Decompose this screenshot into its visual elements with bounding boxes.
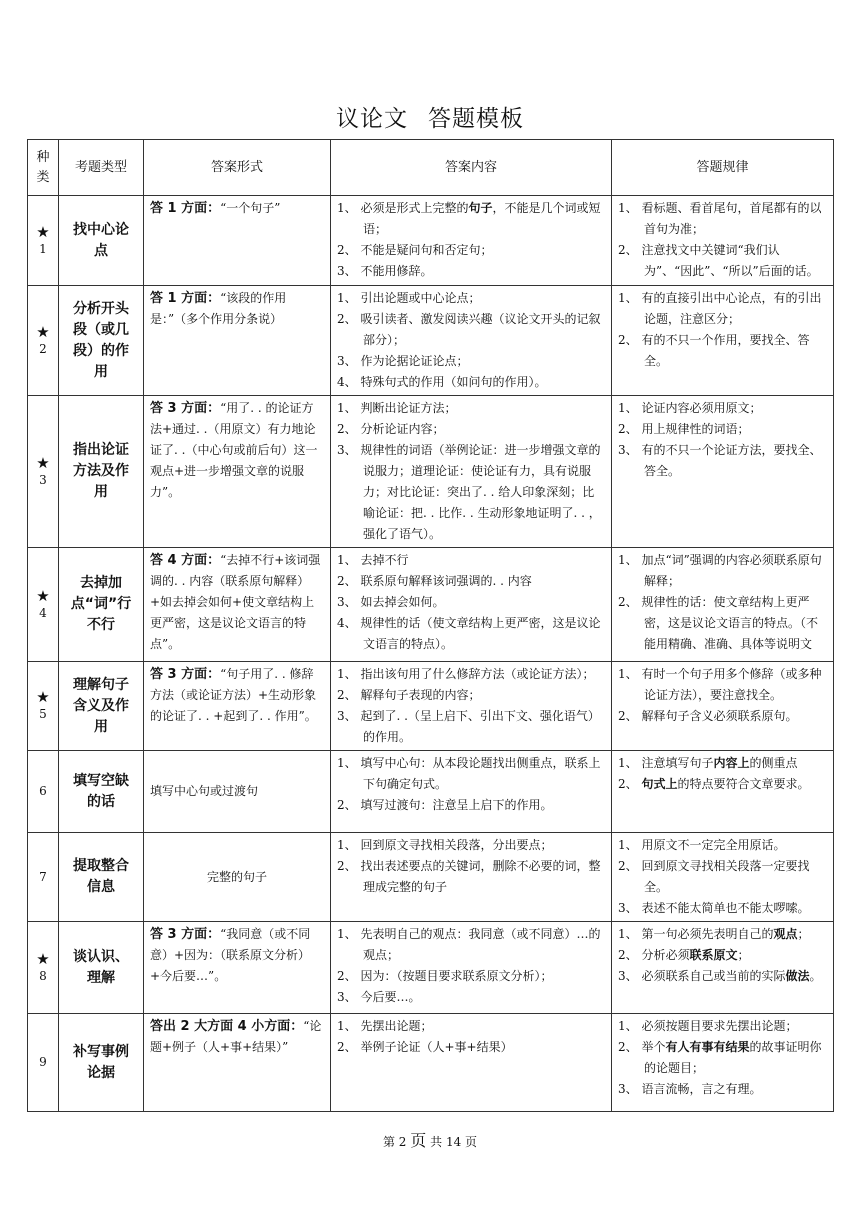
- item-text-tail: 。: [809, 969, 822, 983]
- kind-cell: [28, 196, 59, 286]
- table-row: [28, 396, 834, 548]
- form-text: “句子用了. . 修辞方法（或论证方法）+生动形象的论证了. . +起到了. . 作用”。: [150, 667, 317, 723]
- numbered-list: [618, 288, 827, 372]
- footer-text: 共: [430, 1135, 443, 1149]
- list-item: [618, 945, 827, 966]
- answer-rules-cell: [612, 833, 834, 922]
- item-number: 3、: [618, 901, 638, 915]
- item-number: 2、: [618, 595, 638, 609]
- form-text: “我同意（或不同意）+因为：（联系原文分析）+今后要…”。: [150, 927, 311, 983]
- list-item: [618, 898, 827, 919]
- question-type: 谈认识、理解: [59, 922, 144, 1014]
- answer-form-cell: [144, 1014, 331, 1112]
- item-text-tail: 的故事证明你的论题目；: [644, 1040, 822, 1075]
- item-number: 2、: [337, 859, 357, 873]
- row-number: 5: [39, 707, 47, 721]
- list-item: [337, 592, 605, 613]
- item-number: 3、: [337, 709, 357, 723]
- numbered-list: [618, 398, 827, 482]
- kind-cell: [28, 286, 59, 396]
- item-number: 1、: [337, 838, 357, 852]
- item-number: 1、: [337, 756, 357, 770]
- item-number: 1、: [337, 291, 357, 305]
- item-number: 2、: [337, 688, 357, 702]
- item-text: 用原文不一定完全用原话。: [641, 838, 786, 852]
- question-type: 找中心论点: [59, 196, 144, 286]
- item-text: 解释句子表现的内容；: [360, 688, 481, 702]
- item-text: 解释句子含义必须联系原句。: [641, 709, 798, 723]
- list-item: [618, 550, 827, 592]
- header-kind: 种类: [28, 140, 59, 196]
- item-text: 加点“词”强调的内容必须联系原句解释；: [641, 553, 822, 588]
- numbered-list: [618, 550, 827, 655]
- answer-content-cell: [331, 286, 612, 396]
- numbered-list: [337, 198, 605, 282]
- table-row: [28, 922, 834, 1014]
- item-number: 2、: [618, 422, 638, 436]
- item-text: 必须联系自己或当前的实际: [641, 969, 786, 983]
- item-number: 1、: [337, 927, 357, 941]
- item-number: 4、: [337, 616, 357, 630]
- item-emphasis: 做法: [785, 969, 810, 983]
- list-item: [618, 1037, 827, 1079]
- answer-content-cell: [331, 196, 612, 286]
- list-item: [337, 966, 605, 987]
- item-emphasis: 句子: [468, 201, 493, 215]
- header-content: 答案内容: [331, 140, 612, 196]
- answer-content-cell: [331, 662, 612, 751]
- item-number: 2、: [337, 969, 357, 983]
- list-item: [618, 774, 827, 795]
- item-number: 2、: [337, 574, 357, 588]
- question-type: 去掉加点“词”行不行: [59, 548, 144, 662]
- item-number: 1、: [618, 838, 638, 852]
- form-head: 答出 2 大方面 4 小方面：: [150, 1019, 304, 1034]
- item-text: 填写中心句：从本段论题找出侧重点，联系上下句确定句式。: [360, 756, 601, 791]
- item-text: 如去掉会如何。: [360, 595, 445, 609]
- item-text: 注意找文中关键词“我们认为”、“因此”、“所以”后面的话。: [641, 243, 819, 278]
- item-number: 1、: [337, 401, 357, 415]
- answer-content-cell: [331, 751, 612, 833]
- answer-content-cell: [331, 922, 612, 1014]
- item-number: 2、: [618, 709, 638, 723]
- footer-text: 页: [410, 1131, 427, 1150]
- item-text: 引出论题或中心论点；: [360, 291, 481, 305]
- answer-template-table: [27, 139, 834, 1112]
- page-footer: [0, 1128, 860, 1151]
- answer-rules-cell: [612, 662, 834, 751]
- item-number: 1、: [618, 927, 638, 941]
- item-text: 分析论证内容；: [360, 422, 445, 436]
- numbered-list: [337, 664, 605, 748]
- item-text: 回到原文寻找相关段落一定要找全。: [641, 859, 810, 894]
- item-number: 1、: [337, 201, 357, 215]
- star-icon: ★: [36, 949, 50, 968]
- numbered-list: [337, 288, 605, 393]
- table-row: [28, 1014, 834, 1112]
- table-row: [28, 751, 834, 833]
- answer-content-cell: [331, 548, 612, 662]
- item-text: 举例子论证（人+事+结果）: [360, 1040, 513, 1054]
- item-text: 有的直接引出中心论点，有的引出论题，注意区分；: [641, 291, 822, 326]
- item-text: 表述不能太简单也不能太啰嗦。: [641, 901, 810, 915]
- item-number: 1、: [337, 1019, 357, 1033]
- star-icon: ★: [36, 688, 50, 706]
- numbered-list: [337, 1016, 605, 1058]
- item-text: 第一句必须先表明自己的: [641, 927, 774, 941]
- kind-cell: [28, 751, 59, 833]
- question-type: 分析开头段（或几段）的作用: [59, 286, 144, 396]
- table-row: [28, 833, 834, 922]
- list-item: [337, 664, 605, 685]
- item-number: 3、: [618, 969, 638, 983]
- form-head: 答 1 方面：: [150, 291, 221, 306]
- answer-form-cell: [144, 751, 331, 833]
- form-head: 答 3 方面：: [150, 927, 221, 942]
- list-item: [337, 240, 605, 261]
- item-emphasis: 观点: [773, 927, 798, 941]
- form-text: “该段的作用是：”（多个作用分条说）: [150, 291, 287, 326]
- item-number: 2、: [618, 777, 638, 791]
- question-type: 理解句子含义及作用: [59, 662, 144, 751]
- item-number: 1、: [337, 553, 357, 567]
- list-item: [337, 351, 605, 372]
- row-number: 6: [39, 784, 47, 798]
- list-item: [618, 398, 827, 419]
- item-emphasis: 句式上: [641, 777, 678, 791]
- item-number: 2、: [337, 798, 357, 812]
- numbered-list: [337, 835, 605, 898]
- numbered-list: [618, 753, 827, 795]
- item-number: 2、: [618, 243, 638, 257]
- list-item: [337, 924, 605, 966]
- row-number: 2: [39, 341, 47, 356]
- footer-total-pages: 14: [445, 1135, 462, 1149]
- row-number: 7: [39, 869, 47, 884]
- item-number: 3、: [337, 595, 357, 609]
- numbered-list: [618, 664, 827, 727]
- form-text: “论题+例子（人+事+结果）”: [150, 1019, 322, 1054]
- table-row: [28, 286, 834, 396]
- answer-rules-cell: [612, 548, 834, 662]
- list-item: [337, 987, 605, 1008]
- item-text: 判断出论证方法；: [360, 401, 457, 415]
- answer-rules-cell: [612, 286, 834, 396]
- numbered-list: [618, 1016, 827, 1100]
- item-text: 今后要…。: [360, 990, 421, 1004]
- item-number: 1、: [337, 667, 357, 681]
- item-number: 3、: [337, 990, 357, 1004]
- item-number: 2、: [337, 312, 357, 326]
- item-number: 1、: [618, 201, 638, 215]
- list-item: [337, 440, 605, 545]
- item-number: 1、: [618, 291, 638, 305]
- list-item: [618, 966, 827, 987]
- list-item: [618, 706, 827, 727]
- table-row: [28, 196, 834, 286]
- kind-cell: [28, 662, 59, 751]
- list-item: [337, 372, 605, 393]
- item-number: 4、: [337, 375, 357, 389]
- list-item: [618, 856, 827, 898]
- page-title: [0, 100, 860, 133]
- header-rules: 答题规律: [612, 140, 834, 196]
- item-text: 不能是疑问句和否定句；: [360, 243, 493, 257]
- item-text: 先摆出论题；: [360, 1019, 433, 1033]
- answer-content-cell: [331, 833, 612, 922]
- item-text: 举个: [641, 1040, 666, 1054]
- item-text: 必须是形式上完整的: [360, 201, 469, 215]
- item-number: 3、: [618, 1082, 638, 1096]
- item-text: 作为论据论证论点；: [360, 354, 469, 368]
- numbered-list: [337, 550, 605, 655]
- item-emphasis: 联系原文: [689, 948, 738, 962]
- list-item: [337, 795, 605, 816]
- kind-cell: [28, 548, 59, 662]
- header-row: [28, 140, 834, 196]
- item-text: 论证内容必须用原文；: [641, 401, 762, 415]
- list-item: [337, 550, 605, 571]
- answer-content-cell: [331, 396, 612, 548]
- answer-form-cell: [144, 662, 331, 751]
- list-item: [337, 856, 605, 898]
- answer-form-cell: [144, 196, 331, 286]
- item-text: 有时一个句子用多个修辞（或多种论证方法），要注意找全。: [641, 667, 822, 702]
- item-number: 3、: [618, 443, 638, 457]
- list-item: [618, 440, 827, 482]
- item-number: 2、: [618, 333, 638, 347]
- numbered-list: [337, 753, 605, 816]
- form-text: 完整的句子: [206, 869, 267, 884]
- list-item: [337, 398, 605, 419]
- item-text-tail: 的特点要符合文章要求。: [677, 777, 810, 791]
- star-icon: ★: [36, 453, 50, 472]
- answer-rules-cell: [612, 1014, 834, 1112]
- answer-rules-cell: [612, 751, 834, 833]
- item-number: 2、: [337, 243, 357, 257]
- item-text: 先表明自己的观点：我同意（或不同意）…的观点；: [360, 927, 601, 962]
- list-item: [337, 419, 605, 440]
- item-text: 用上规律性的词语；: [641, 422, 750, 436]
- item-number: 2、: [618, 1040, 638, 1054]
- item-text: 因为：（按题目要求联系原文分析）；: [360, 969, 553, 983]
- list-item: [618, 592, 827, 655]
- form-head: 答 4 方面：: [150, 553, 221, 568]
- numbered-list: [337, 924, 605, 1008]
- row-number: 3: [39, 472, 47, 487]
- item-text-tail: ，不能是几个词或短语；: [363, 201, 601, 236]
- item-number: 1、: [618, 401, 638, 415]
- list-item: [618, 1016, 827, 1037]
- question-type: 指出论证方法及作用: [59, 396, 144, 548]
- answer-form-cell: [144, 396, 331, 548]
- list-item: [337, 613, 605, 655]
- star-icon: ★: [36, 586, 50, 605]
- list-item: [337, 309, 605, 351]
- footer-text: 页: [465, 1135, 478, 1149]
- form-text: “用了. . 的论证方法+通过. .（用原文）有力地论证了. .（中心句或前后句）这一观点+进一步增强文章的说服力”。: [150, 401, 318, 499]
- row-number: 9: [39, 1055, 47, 1069]
- numbered-list: [337, 398, 605, 545]
- list-item: [618, 664, 827, 706]
- answer-rules-cell: [612, 922, 834, 1014]
- form-text: “一个句子”: [220, 201, 281, 215]
- item-emphasis: 有人有事有结果: [665, 1040, 750, 1054]
- list-item: [618, 288, 827, 330]
- item-text: 回到原文寻找相关段落，分出要点；: [360, 838, 553, 852]
- item-number: 3、: [337, 264, 357, 278]
- item-number: 1、: [618, 756, 638, 770]
- row-number: 4: [39, 605, 47, 620]
- kind-cell: [28, 833, 59, 922]
- item-text: 规律性的话：使文章结构上更严密，这是议论文语言的特点。（不能用精确、准确、具体等说明文: [641, 595, 819, 651]
- item-number: 2、: [618, 948, 638, 962]
- item-text: 有的不只一个作用，要找全、答全。: [641, 333, 810, 368]
- table-row: [28, 548, 834, 662]
- answer-rules-cell: [612, 396, 834, 548]
- star-icon: ★: [36, 322, 50, 341]
- list-item: [618, 198, 827, 240]
- list-item: [618, 835, 827, 856]
- item-text: 规律性的词语（举例论证：进一步增强文章的说服力；道理论证：使论证有力，具有说服力；对比论证：突出了. . 给人印象深刻；比喻论证：把. . 比作. . 生动形象地证明了. . ，强化了语气）。: [360, 443, 601, 541]
- header-type: 考题类型: [59, 140, 144, 196]
- item-text-tail: ；: [797, 927, 810, 941]
- numbered-list: [618, 835, 827, 919]
- answer-form-cell: [144, 286, 331, 396]
- item-number: 3、: [337, 354, 357, 368]
- form-head: 答 3 方面：: [150, 667, 221, 682]
- item-emphasis: 内容上: [713, 756, 750, 770]
- question-type: 提取整合信息: [59, 833, 144, 922]
- item-text: 找出表述要点的关键词，删除不必要的词，整理成完整的句子: [360, 859, 601, 894]
- row-number: 8: [39, 968, 47, 983]
- item-text: 有的不只一个论证方法，要找全、答全。: [641, 443, 822, 478]
- item-text: 填写过渡句：注意呈上启下的作用。: [360, 798, 553, 812]
- list-item: [618, 330, 827, 372]
- item-text: 规律性的话（使文章结构上更严密，这是议论文语言的特点）。: [360, 616, 601, 651]
- list-item: [618, 240, 827, 282]
- title-part-b: 答题模板: [428, 106, 524, 132]
- list-item: [337, 706, 605, 748]
- list-item: [337, 835, 605, 856]
- title-part-a: 议论文: [336, 106, 408, 132]
- item-number: 2、: [337, 422, 357, 436]
- list-item: [618, 753, 827, 774]
- row-number: 1: [39, 241, 47, 256]
- item-number: 3、: [337, 443, 357, 457]
- item-text: 看标题、看首尾句，首尾都有的以首句为准；: [641, 201, 822, 236]
- item-text: 联系原句解释该词强调的. . 内容: [360, 574, 532, 588]
- kind-cell: [28, 922, 59, 1014]
- footer-text: 第: [382, 1135, 395, 1149]
- list-item: [337, 288, 605, 309]
- form-text: 填写中心句或过渡句: [150, 784, 259, 798]
- kind-cell: [28, 1014, 59, 1112]
- list-item: [337, 753, 605, 795]
- table-row: [28, 662, 834, 751]
- numbered-list: [618, 924, 827, 987]
- answer-form-cell: [144, 548, 331, 662]
- list-item: [618, 1079, 827, 1100]
- list-item: [337, 571, 605, 592]
- item-text: 分析必须: [641, 948, 690, 962]
- item-text: 注意填写句子: [641, 756, 714, 770]
- star-icon: ★: [36, 222, 50, 241]
- answer-form-cell: [144, 922, 331, 1014]
- item-text-tail: 的侧重点: [749, 756, 798, 770]
- list-item: [337, 1037, 605, 1058]
- item-number: 1、: [618, 553, 638, 567]
- answer-content-cell: [331, 1014, 612, 1112]
- list-item: [337, 261, 605, 282]
- item-number: 1、: [618, 667, 638, 681]
- form-text: “去掉不行+该词强调的. . 内容（联系原句解释）+如去掉会如何+使文章结构上更严密，这是议论文语言的特点”。: [150, 553, 321, 651]
- header-form: 答案形式: [144, 140, 331, 196]
- item-number: 2、: [618, 859, 638, 873]
- list-item: [337, 685, 605, 706]
- item-number: 2、: [337, 1040, 357, 1054]
- list-item: [618, 419, 827, 440]
- item-text: 吸引读者、激发阅读兴趣（议论文开头的记叙部分）；: [360, 312, 601, 347]
- list-item: [337, 198, 605, 240]
- kind-cell: [28, 396, 59, 548]
- item-text: 不能用修辞。: [360, 264, 433, 278]
- item-text: 指出该句用了什么修辞方法（或论证方法）；: [360, 667, 595, 681]
- item-number: 1、: [618, 1019, 638, 1033]
- item-text: 去掉不行: [360, 553, 409, 567]
- item-text: 语言流畅，言之有理。: [641, 1082, 762, 1096]
- footer-page-number: 2: [398, 1135, 407, 1149]
- numbered-list: [618, 198, 827, 282]
- form-head: 答 1 方面：: [150, 201, 221, 216]
- form-head: 答 3 方面：: [150, 401, 221, 416]
- list-item: [618, 924, 827, 945]
- question-type: 填写空缺的话: [59, 751, 144, 833]
- question-type: 补写事例论据: [59, 1014, 144, 1112]
- item-text-tail: ；: [737, 948, 750, 962]
- item-text: 必须按题目要求先摆出论题；: [641, 1019, 798, 1033]
- answer-form-cell: [144, 833, 331, 922]
- item-text: 起到了. .（呈上启下、引出下文、强化语气）的作用。: [360, 709, 600, 744]
- answer-rules-cell: [612, 196, 834, 286]
- list-item: [337, 1016, 605, 1037]
- item-text: 特殊句式的作用（如问句的作用）。: [360, 375, 547, 389]
